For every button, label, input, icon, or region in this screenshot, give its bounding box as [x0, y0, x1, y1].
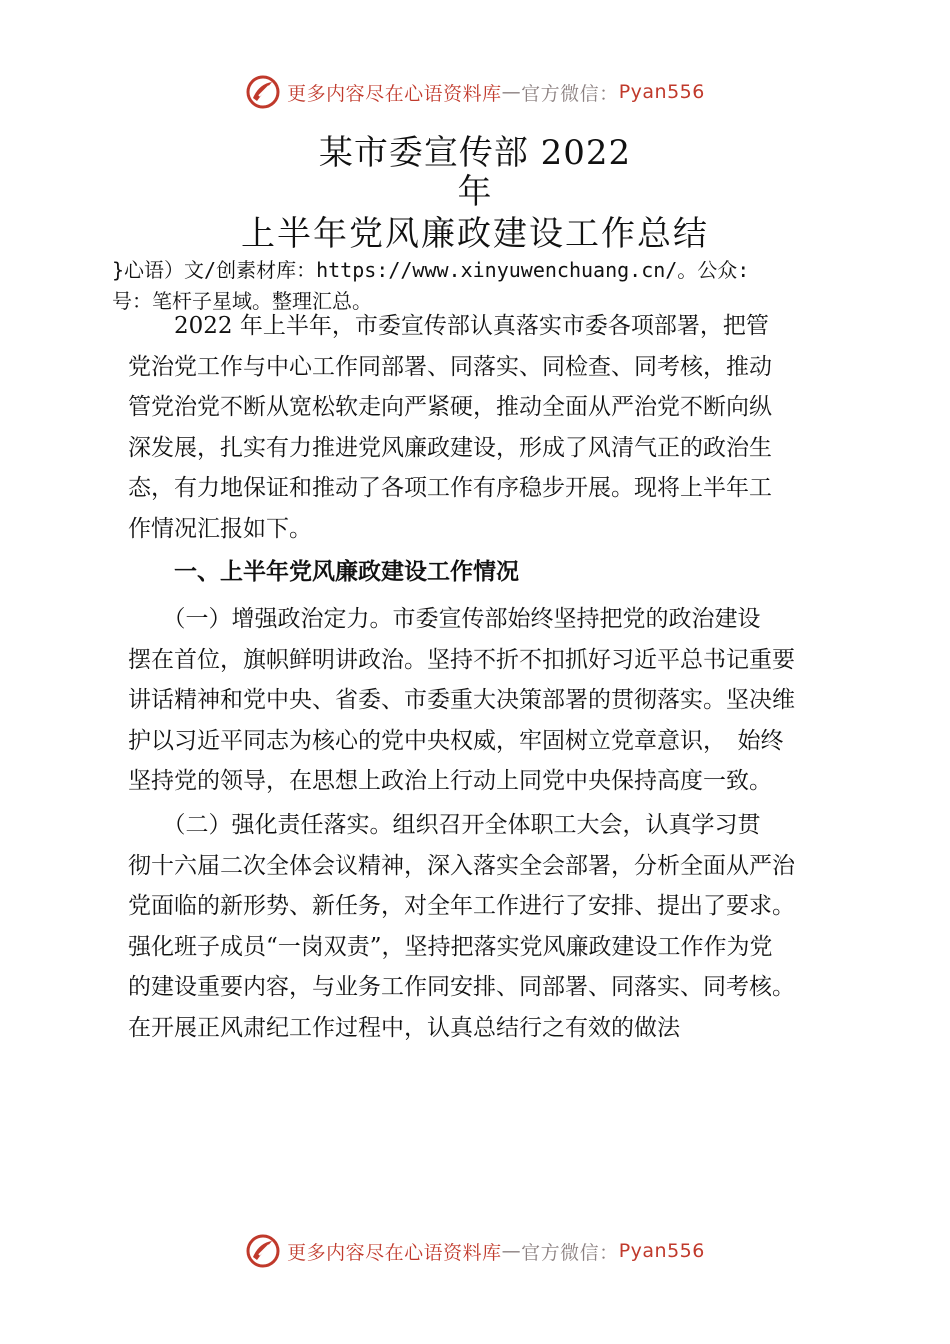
watermark-text: 更多内容尽在心语资料库 — [287, 82, 502, 105]
section-heading-text: 一、上半年党风廉政建设工作情况 — [128, 559, 519, 585]
watermark-separator: — — [501, 1240, 522, 1262]
document-title-line2: 年 — [457, 172, 493, 212]
source-line: 号：笔杆子星域。整理汇总。 — [112, 289, 372, 313]
paragraph-line: 摆在首位，旗帜鲜明讲政治。坚持不折不扣抓好习近平总书记重要 — [128, 646, 795, 673]
section-heading — [128, 552, 840, 593]
intro-paragraph — [128, 306, 840, 549]
paragraph-line: 深发展，扎实有力推进党风廉政建设，形成了风清气正的政治生 — [128, 434, 772, 461]
watermark-id: Pyan556 — [618, 81, 705, 103]
document-title-line3: 上半年党风廉政建设工作总结 — [241, 214, 709, 254]
paragraph-line: （一）增强政治定力。市委宣传部始终坚持把党的政治建设 — [128, 606, 761, 632]
header-watermark — [0, 74, 950, 110]
paragraph-line: 作情况汇报如下。 — [128, 515, 312, 542]
paragraph-line: 坚持党的领导，在思想上政治上行动上同党中央保持高度一致。 — [128, 768, 772, 794]
paragraph-line: 强化班子成员“一岗双责”，坚持把落实党风廉政建设工作作为党 — [128, 933, 773, 960]
paragraph-line: 管党治党不断从宽松软走向严紧硬，推动全面从严治党不断向纵 — [128, 394, 772, 420]
paragraph-line: 护以习近平同志为核心的党中央权威，牢固树立党章意识， 始终 — [128, 727, 784, 754]
watermark-contact: 官方微信： — [521, 82, 619, 105]
source-line: }心语）文/创素材库：https://www.xinyuwenchuang.cn/。公众: — [112, 258, 750, 282]
paragraph-line: （二）强化责任落实。组织召开全体职工大会，认真学习贯 — [128, 812, 761, 838]
footer-watermark — [0, 1233, 950, 1269]
paragraph-line: 彻十六届二次全体会议精神，深入落实全会部署，分析全面从严治 — [128, 852, 795, 879]
watermark-id: Pyan556 — [618, 1240, 705, 1262]
xinyu-logo-icon — [245, 74, 281, 110]
watermark-contact: 官方微信： — [521, 1241, 619, 1264]
item1-paragraph — [128, 599, 840, 802]
paragraph-line: 讲话精神和党中央、省委、市委重大决策部署的贯彻落实。坚决维 — [128, 687, 795, 713]
paragraph-line: 党治党工作与中心工作同部署、同落实、同检查、同考核，推动 — [128, 353, 772, 380]
watermark-separator: — — [501, 81, 522, 103]
paragraph-line: 党面临的新形势、新任务，对全年工作进行了安排、提出了要求。 — [128, 893, 795, 919]
paragraph-line: 的建设重要内容，与业务工作同安排、同部署、同落实、同考核。 — [128, 974, 795, 1000]
item2-paragraph — [128, 805, 840, 1048]
paragraph-line: 2022 年上半年，市委宣传部认真落实市委各项部署，把管 — [128, 313, 769, 339]
paragraph-line: 在开展正风肃纪工作过程中，认真总结行之有效的做法 — [128, 1014, 680, 1041]
xinyu-logo-icon — [245, 1233, 281, 1269]
paragraph-line: 态，有力地保证和推动了各项工作有序稳步开展。现将上半年工 — [128, 475, 772, 501]
watermark-text: 更多内容尽在心语资料库 — [287, 1241, 502, 1264]
document-title-line1: 某市委宣传部 2022 — [318, 133, 632, 173]
